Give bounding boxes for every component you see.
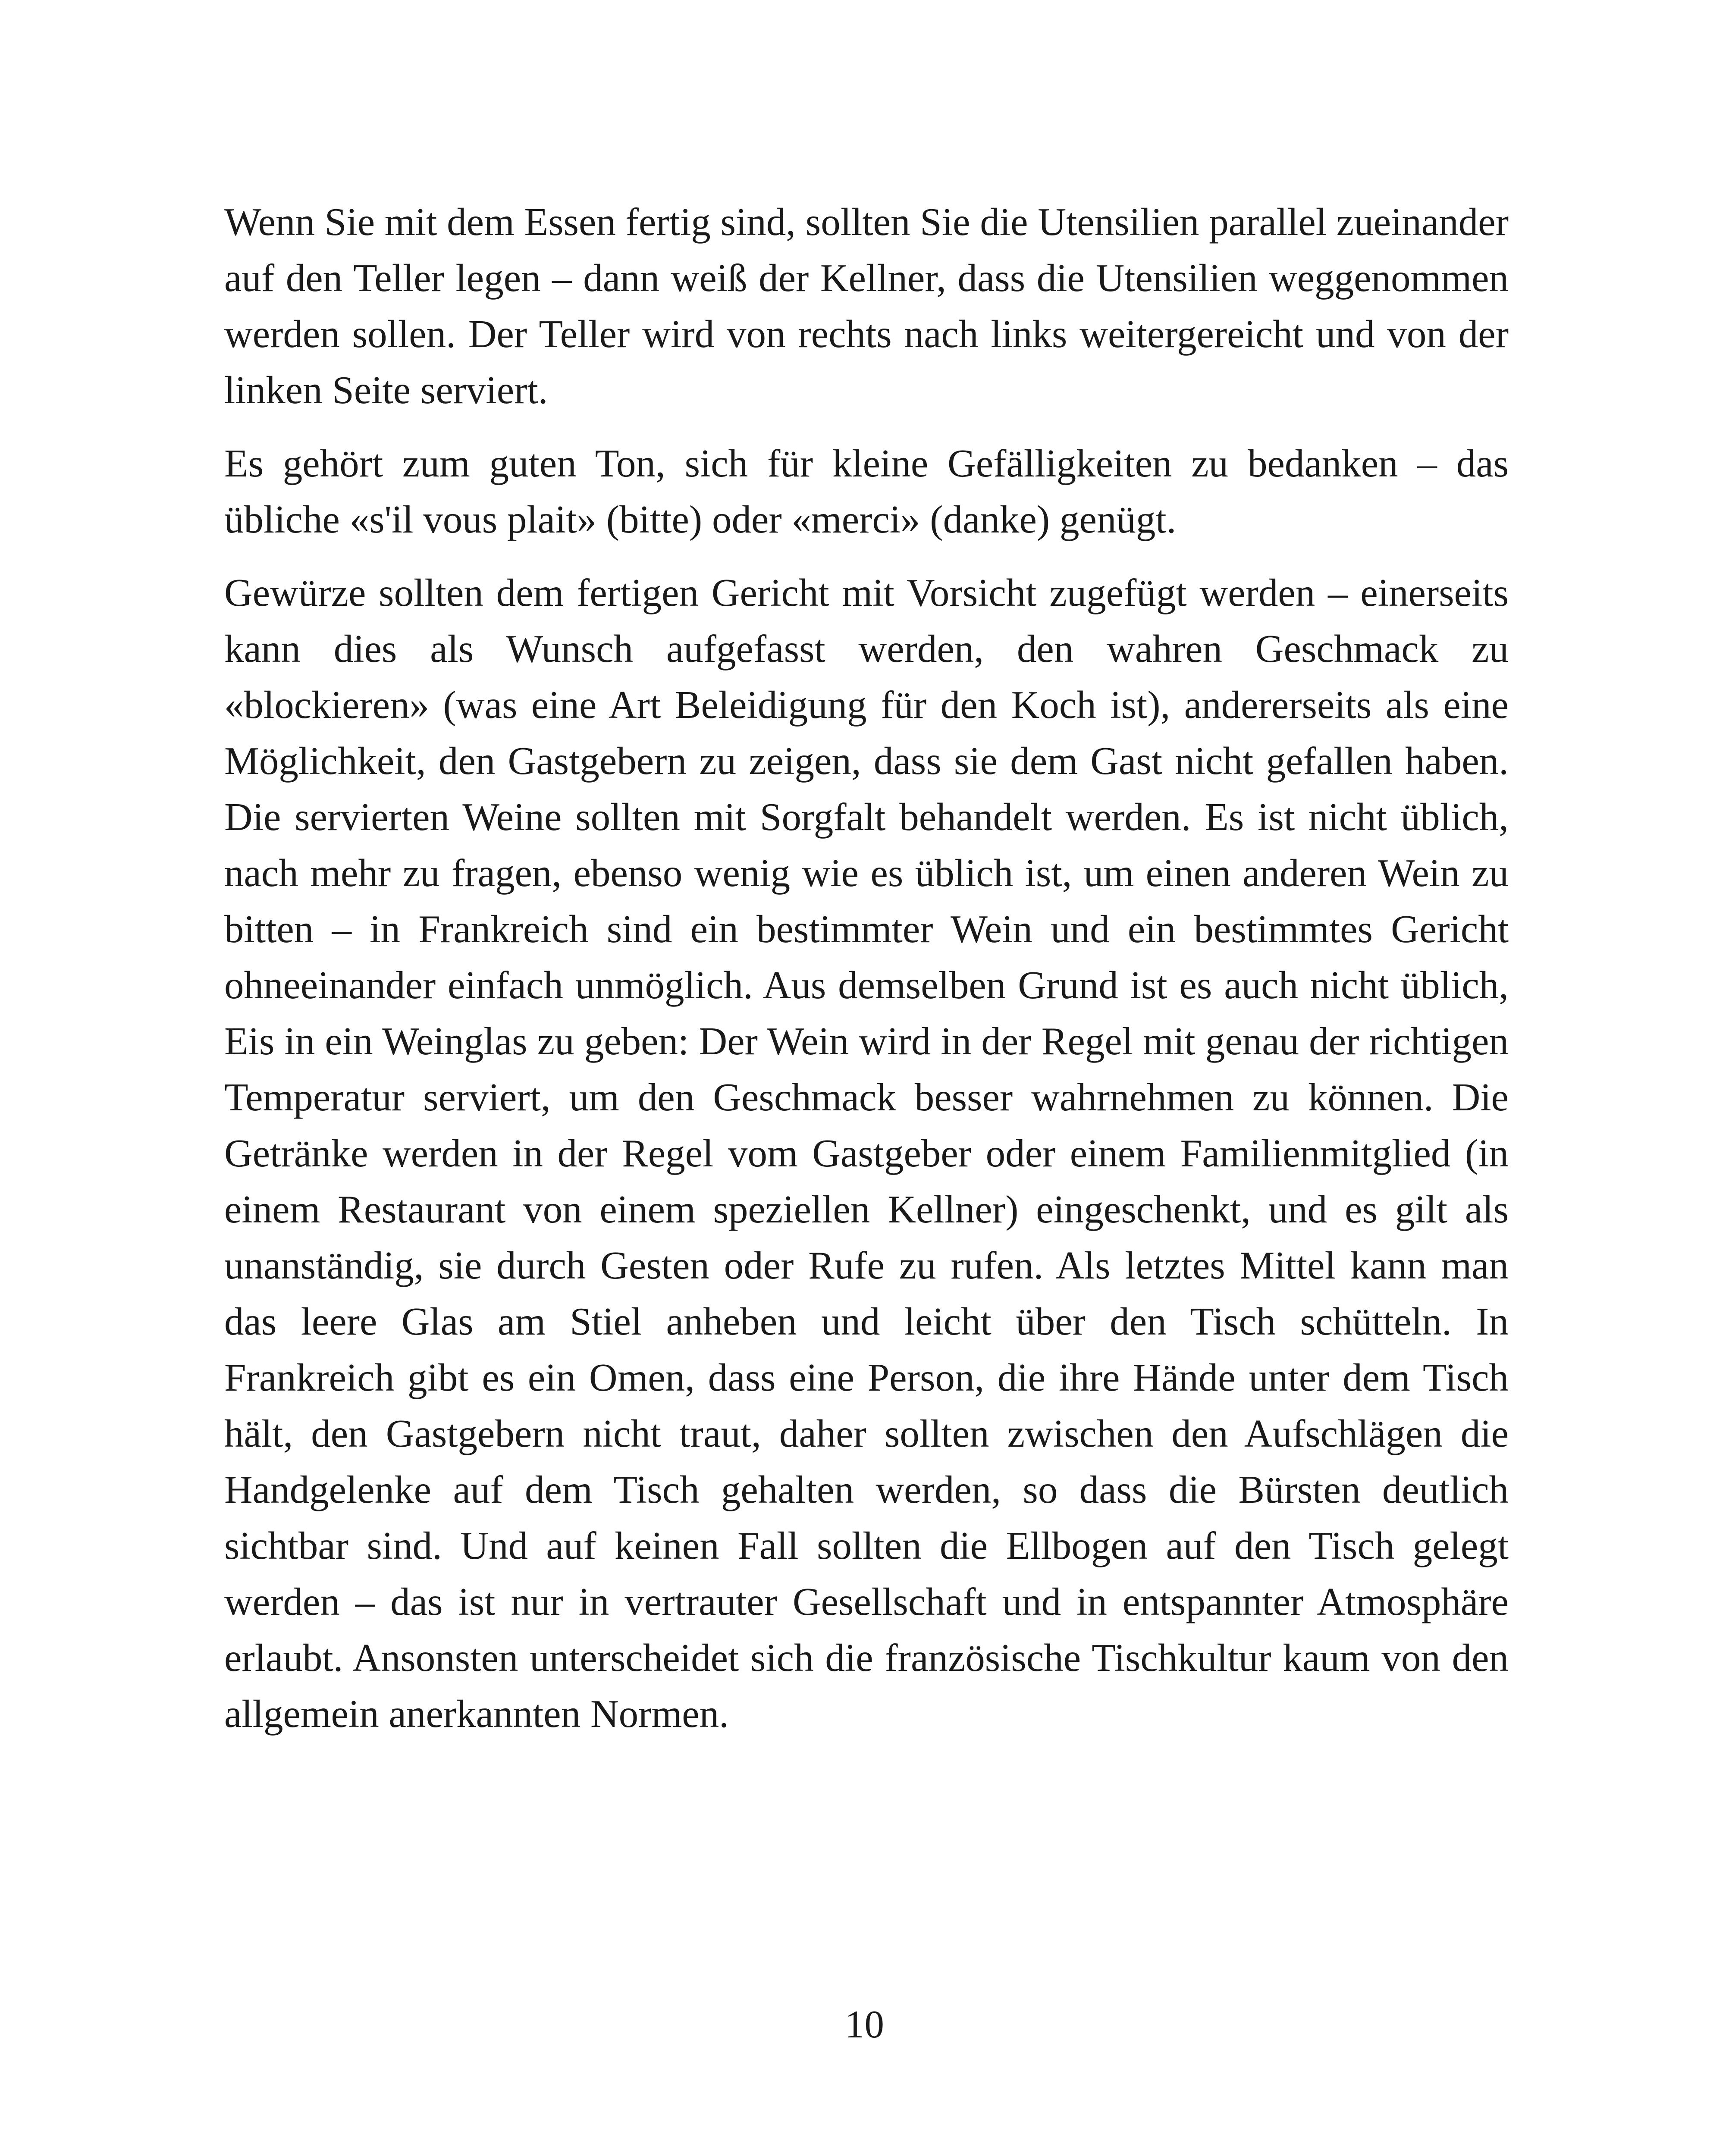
- paragraph: Gewürze sollten dem fertigen Gericht mit Vorsicht zugefügt werden – einerseits kann dies als Wunsch aufgefasst werden, den wahren Geschmack zu «blockieren» (was eine Art Beleidigung für den Koch ist), andererseits als eine Möglichkeit, den Gastgebern zu zeigen, dass sie dem Gast nicht gefallen haben. Die servierten Weine sollten mit Sorgfalt behandelt werden. Es ist nicht üblich, nach mehr zu fragen, ebenso wenig wie es üblich ist, um einen anderen Wein zu bitten – in Frankreich sind ein bestimmter Wein und ein bestimmtes Gericht ohneeinander einfach unmöglich. Aus demselben Grund ist es auch nicht üblich, Eis in ein Weinglas zu geben: Der Wein wird in der Regel mit genau der richtigen Temperatur serviert, um den Geschmack besser wahrnehmen zu können. Die Getränke werden in der Regel vom Gastgeber oder einem Familienmitglied (in einem Restaurant von einem speziellen Kellner) eingeschenkt, und es gilt als unanständig, sie durch Gesten oder Rufe zu rufen. Als letztes Mittel kann man das leere Glas am Stiel anheben und leicht über den Tisch schütteln. In Frankreich gibt es ein Omen, dass eine Person, die ihre Hände unter dem Tisch hält, den Gastgebern nicht traut, daher sollten zwischen den Aufschlägen die Handgelenke auf dem Tisch gehalten werden, so dass die Bürsten deutlich sichtbar sind. Und auf keinen Fall sollten die Ellbogen auf den Tisch gelegt werden – das ist nur in vertrauter Gesellschaft und in entspannter Atmosphäre erlaubt. Ansonsten unterscheidet sich die französische Tischkultur kaum von den allgemein anerkannten Normen.: [224, 571, 1509, 1736]
- body-text: [224, 194, 1509, 1759]
- paragraph: Es gehört zum guten Ton, sich für kleine Gefälligkeiten zu bedanken – das übliche «s'il vous plait» (bitte) oder «merci» (danke) genügt.: [224, 442, 1509, 541]
- paragraph: Wenn Sie mit dem Essen fertig sind, sollten Sie die Utensilien parallel zueinander auf den Teller legen – dann weiß der Kellner, dass die Utensilien weggenommen werden sollen. Der Teller wird von rechts nach links weitergereicht und von der linken Seite serviert.: [224, 200, 1509, 412]
- page-number: 10: [845, 2002, 884, 2046]
